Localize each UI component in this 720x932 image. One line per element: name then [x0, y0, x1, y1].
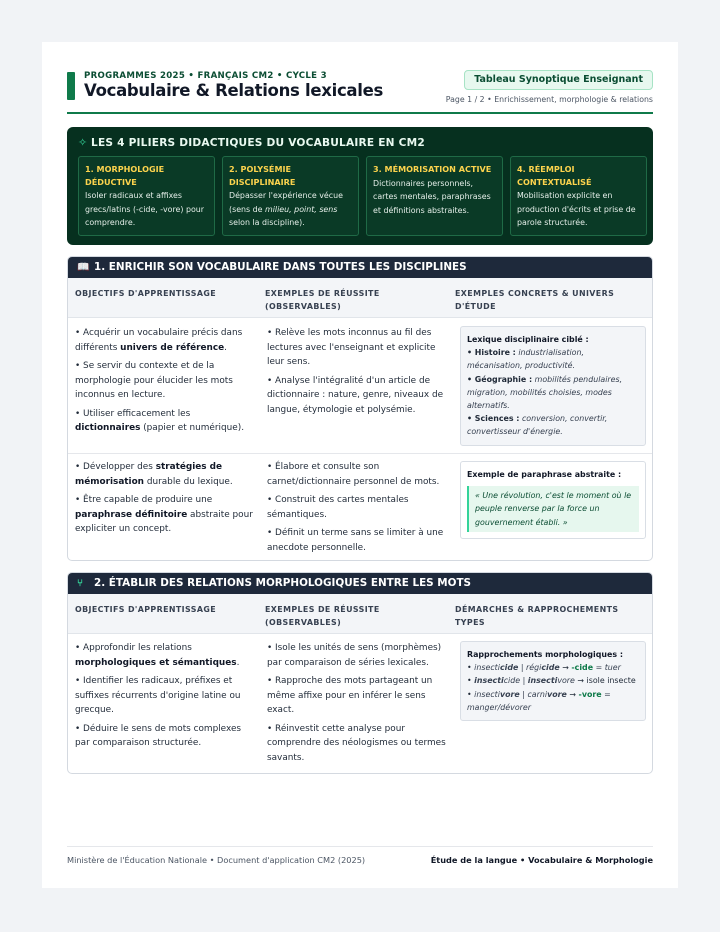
word-root: cide [499, 663, 519, 673]
success-examples-cell [267, 326, 449, 421]
objective-emphasis: dictionnaires [75, 423, 141, 433]
objective-item: • Déduire le sens de mots complexes par comparaison structurée. [75, 723, 242, 748]
objective-text: . [224, 342, 227, 353]
affix: -cide [571, 663, 594, 673]
word-part: vore [557, 676, 575, 686]
pillar-title: 2. POLYSÉMIE DISCIPLINAIRE [229, 164, 296, 187]
document-header [67, 70, 653, 116]
table-row [68, 454, 652, 560]
word-root: insecti [474, 676, 504, 686]
objective-item [75, 641, 257, 670]
table-row [68, 318, 652, 454]
example-item: • Analyse l'intégralité d'un article de dictionnaire : nature, genre, niveaux de langue, étymologie et polysémie. [267, 375, 444, 415]
objective-item: • Se servir du contexte et de la morphologie pour élucider les mots inconnus en lecture. [75, 361, 233, 400]
word-root: insecti [527, 676, 558, 686]
pillar-card [78, 156, 215, 236]
section-relations-morphologiques [67, 572, 653, 774]
accent-bar [67, 72, 75, 100]
pillar-card [366, 156, 503, 236]
bullet: • [467, 663, 475, 673]
objectives-cell [75, 460, 257, 541]
bullet: • [467, 689, 475, 699]
word-part: cide | [503, 676, 528, 686]
page-info: Page 1 / 2 • Enrichissement, morphologie & relations [445, 95, 653, 104]
book-icon: 📖 [77, 262, 90, 273]
document-type-badge: Tableau Synoptique Enseignant [464, 70, 653, 90]
word-part: carni [527, 689, 548, 699]
pillar-title: 4. RÉEMPLOI CONTEXTUALISÉ [517, 164, 592, 187]
word-root: vore [499, 689, 520, 699]
example-item: • Construit des cartes mentales sémantiques. [267, 495, 409, 520]
section-title: 2. ÉTABLIR DES RELATIONS MORPHOLOGIQUES ENTRE LES MOTS [94, 577, 472, 589]
sparkles-icon: ✧ [78, 136, 88, 149]
lexique-terms: mobilités pendulaires, migration, mobilités choisies, modes alternatifs. [467, 374, 623, 411]
box-title: Lexique disciplinaire ciblé : [467, 335, 589, 344]
morphology-item [467, 688, 639, 714]
objective-emphasis: paraphrase définitoire [75, 509, 188, 520]
objective-text: abstraite pour expliciter un concept. [75, 509, 253, 534]
column-headers [68, 594, 652, 634]
word-part: insecti [474, 663, 500, 673]
pillar-description: Mobilisation explicite en production d'écrits et prise de parole structurée. [517, 191, 636, 227]
objective-item [75, 493, 257, 537]
section-title: 1. ENRICHIR SON VOCABULAIRE DANS TOUTES LES DISCIPLINES [94, 261, 467, 273]
meaning: → isole insecte [574, 676, 636, 686]
lexique-terms: conversion, convertir, convertisseur d'énergie. [467, 414, 608, 437]
objective-text: • Développer des [75, 462, 156, 472]
objective-item [75, 460, 257, 489]
lexique-item [467, 412, 639, 438]
objective-emphasis: stratégies de mémorisation [75, 462, 223, 487]
section-header [68, 573, 652, 594]
lexique-item [467, 373, 639, 413]
section-header [68, 257, 652, 278]
word-part: régi [526, 663, 542, 673]
table-row [68, 634, 652, 773]
objective-text: • Acquérir un vocabulaire précis dans différents [75, 328, 243, 353]
branch-icon: ⑂ [77, 578, 83, 589]
objective-item [75, 407, 257, 436]
box-title: Rapprochements morphologiques : [467, 650, 623, 659]
success-examples-cell [267, 641, 449, 769]
affix: -vore [578, 689, 602, 699]
lexique-label: • Géographie : [467, 374, 533, 384]
header-kicker: PROGRAMMES 2025 • FRANÇAIS CM2 • CYCLE 3 [84, 71, 327, 81]
objective-text: . [236, 657, 240, 668]
pillar-card [222, 156, 359, 236]
paraphrase-box [460, 461, 646, 539]
pillar-description-text: selon la discipline). [229, 218, 305, 227]
pillars-title [78, 136, 425, 149]
pillar-description: Isoler radicaux et affixes grecs/latins (-cide, -vore) pour comprendre. [85, 191, 205, 227]
document-footer [67, 846, 653, 865]
word-root: vore [547, 689, 567, 699]
example-item: • Isole les unités de sens (morphèmes) par comparaison de séries lexicales. [267, 643, 442, 668]
bullet: • [467, 676, 475, 686]
column-header: EXEMPLES DE RÉUSSITE (OBSERVABLES) [265, 289, 380, 311]
lexique-terms: industrialisation, mécanisation, productivité. [467, 348, 584, 371]
objective-emphasis: morphologiques et sémantiques [75, 657, 237, 668]
pillar-title: 3. MÉMORISATION ACTIVE [373, 164, 492, 174]
pillars-panel [67, 127, 653, 245]
document-page [42, 42, 678, 888]
section-enrichir-vocabulaire [67, 256, 653, 561]
affix-meaning: = manger/dévorer [467, 689, 611, 712]
example-item: • Élabore et consulte son carnet/dictionnaire personnel de mots. [267, 462, 440, 487]
example-item: • Rapproche des mots partageant un même affixe pour en inférer le sens exact. [267, 676, 433, 715]
column-header: OBJECTIFS D'APPRENTISSAGE [75, 289, 216, 298]
morphology-item [467, 661, 639, 674]
objective-item [75, 326, 257, 355]
pillar-description [229, 189, 352, 230]
column-headers [68, 278, 652, 318]
lexique-label: • Histoire : [467, 348, 516, 358]
objective-text: • Être capable de produire une [75, 495, 213, 505]
objective-text: (papier et numérique). [140, 423, 245, 433]
success-examples-cell [267, 460, 449, 559]
header-divider [67, 112, 653, 114]
paraphrase-quote: « Une révolution, c'est le moment où le peuple renverse par la force un gouvernement établi. » [467, 486, 639, 532]
objectives-cell [75, 641, 257, 755]
page-title: Vocabulaire & Relations lexicales [84, 81, 384, 100]
example-item: • Réinvestit cette analyse pour comprendre des néologismes ou termes savants. [267, 723, 446, 763]
lexique-item [467, 346, 639, 372]
objective-emphasis: univers de référence [120, 342, 225, 353]
pillar-description-text: Dépasser l'expérience vécue (sens de [229, 191, 343, 214]
arrow: → [566, 689, 579, 699]
box-title: Exemple de paraphrase abstraite : [467, 470, 622, 479]
word-part: insecti [474, 689, 500, 699]
pillar-description-emphasis: milieu, point, sens [265, 204, 338, 214]
separator: | [518, 663, 527, 673]
separator: | [519, 689, 528, 699]
lexique-label: • Sciences : [467, 414, 520, 424]
column-header: EXEMPLES DE RÉUSSITE (OBSERVABLES) [265, 605, 380, 627]
morphology-box [460, 641, 646, 721]
column-header: EXEMPLES CONCRETS & UNIVERS D'ÉTUDE [455, 289, 615, 311]
pillar-title: 1. MORPHOLOGIE DÉDUCTIVE [85, 164, 165, 187]
affix-meaning: = tuer [593, 663, 621, 673]
objective-text: durable du lexique. [144, 476, 233, 487]
column-header: DÉMARCHES & RAPPROCHEMENTS TYPES [455, 605, 619, 627]
example-item: • Définit un terme sans se limiter à une anecdote personnelle. [267, 528, 444, 553]
column-header: OBJECTIFS D'APPRENTISSAGE [75, 605, 216, 614]
objective-item: • Identifier les radicaux, préfixes et suffixes récurrents d'origine latine ou grecque. [75, 676, 241, 715]
word-root: cide [541, 663, 560, 673]
example-item: • Relève les mots inconnus au fil des lectures avec l'enseignant et explicite leur sens. [267, 328, 436, 367]
morphology-item [467, 674, 639, 687]
objectives-cell [75, 326, 257, 440]
objective-text: • Approfondir les relations [75, 643, 192, 653]
lexique-box [460, 326, 646, 446]
pillar-description: Dictionnaires personnels, cartes mentales, paraphrases et définitions abstraites. [373, 178, 491, 215]
objective-text: • Utiliser efficacement les [75, 408, 191, 419]
arrow: → [559, 663, 572, 673]
pillars-title-text: LES 4 PILIERS DIDACTIQUES DU VOCABULAIRE EN CM2 [91, 137, 425, 149]
pillar-card [510, 156, 647, 236]
footer-source: Ministère de l'Éducation Nationale • Document d'application CM2 (2025) [67, 855, 366, 865]
footer-topic: Étude de la langue • Vocabulaire & Morphologie [430, 855, 653, 865]
